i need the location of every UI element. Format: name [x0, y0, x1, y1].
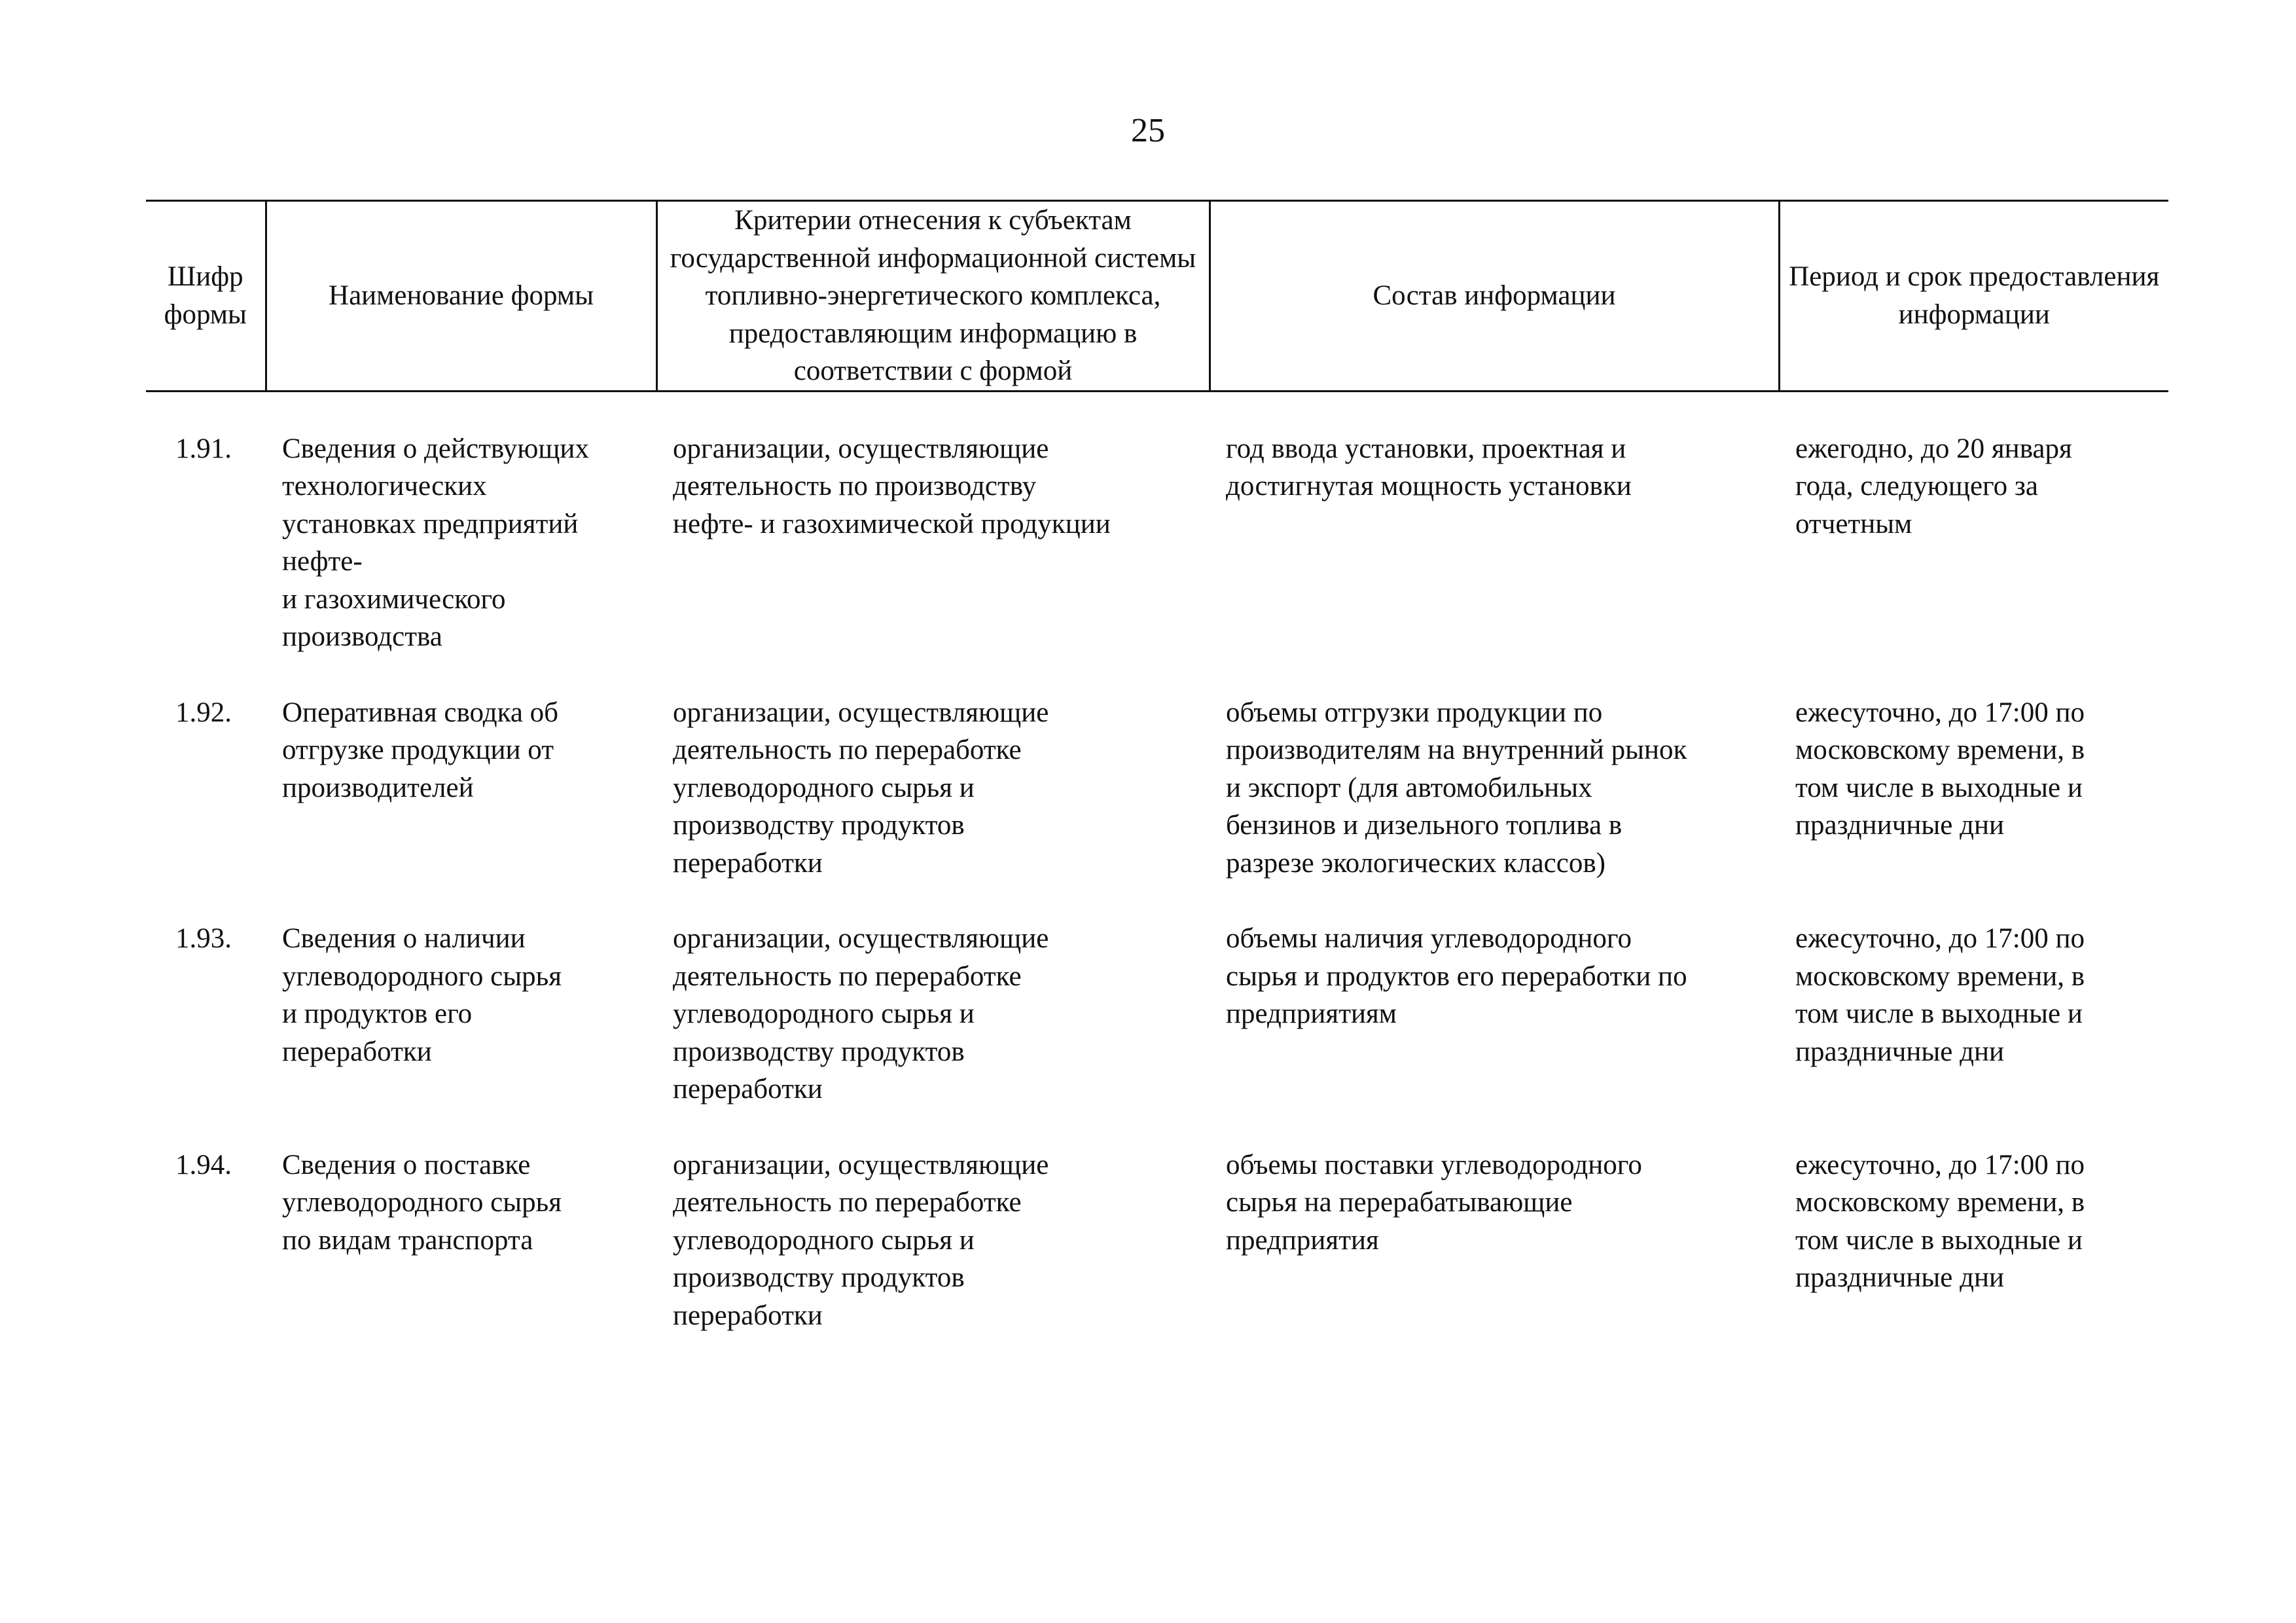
cell-text-line: том числе в выходные и [1795, 998, 2083, 1029]
cell-text-line: организации, осуществляющие [673, 923, 1049, 954]
cell-text-line: переработки [282, 1036, 432, 1067]
cell-text-line: углеводородного сырья и [673, 998, 975, 1029]
cell-text-line: производства [282, 621, 442, 652]
cell-text-line: сырья на перерабатывающие [1226, 1187, 1573, 1218]
cell-text-line: организации, осуществляющие [673, 433, 1049, 464]
table-row [146, 1146, 2168, 1335]
criteria-cell [656, 391, 1210, 694]
cell-text-line: том числе в выходные и [1795, 1224, 2083, 1256]
cell-text-line: праздничные дни [1795, 1036, 2004, 1067]
cell-text-line: Сведения о наличии [282, 923, 526, 954]
cell-text-line: деятельность по переработке [673, 735, 1022, 765]
cell-text-line: установках предприятий [282, 508, 579, 539]
form-code-cell: 1.94. [175, 1149, 232, 1180]
cell-text-line: год ввода установки, проектная и [1226, 433, 1626, 464]
period-cell [1779, 1146, 2168, 1335]
cell-text-line: углеводородного сырья и [673, 1224, 975, 1256]
cell-text-line: и газохимического [282, 583, 506, 615]
cell-text-line: московскому времени, в [1795, 1187, 2085, 1218]
period-cell [1779, 391, 2168, 694]
table-row [146, 920, 2168, 1146]
cell-text-line: переработки [673, 1074, 823, 1104]
cell-text-line: предприятия [1226, 1224, 1379, 1256]
form-code-cell: 1.92. [175, 697, 232, 728]
cell-text-line: по видам транспорта [282, 1224, 533, 1256]
information-content-cell [1210, 920, 1779, 1146]
information-content-cell [1210, 1146, 1779, 1335]
cell-text-line: предприятиям [1226, 998, 1397, 1029]
header-form-code: Шифр формы [146, 201, 266, 392]
cell-text-line: углеводородного сырья и [673, 772, 975, 803]
cell-text-line: бензинов и дизельного топлива в [1226, 810, 1623, 841]
cell-text-line: организации, осуществляющие [673, 697, 1049, 728]
form-name-cell [266, 694, 656, 921]
cell-text-line: отчетным [1795, 508, 1912, 539]
cell-text-line: производителям на внутренний рынок [1226, 735, 1687, 765]
form-name-cell [266, 920, 656, 1146]
header-period: Период и срок предоставления информации [1779, 201, 2168, 392]
cell-text-line: технологических [282, 471, 487, 501]
cell-text-line: деятельность по переработке [673, 960, 1022, 992]
form-code-cell: 1.93. [175, 923, 232, 954]
cell-text-line: Сведения о действующих [282, 433, 589, 464]
cell-text-line: московскому времени, в [1795, 960, 2085, 992]
cell-text-line: и продуктов его [282, 998, 473, 1029]
cell-text-line: сырья и продуктов его переработки по [1226, 960, 1687, 992]
cell-text-line: производителей [282, 772, 474, 803]
information-content-cell [1210, 694, 1779, 921]
cell-text-line: ежесуточно, до 17:00 по [1795, 1149, 2085, 1180]
cell-text-line: деятельность по переработке [673, 1187, 1022, 1218]
form-name-cell [266, 391, 656, 694]
cell-text-line: объемы отгрузки продукции по [1226, 697, 1603, 728]
cell-text-line: производству продуктов [673, 810, 965, 841]
cell-text-line: производству продуктов [673, 1262, 965, 1293]
cell-text-line: переработки [673, 1300, 823, 1331]
criteria-cell [656, 1146, 1210, 1335]
header-form-name: Наименование формы [266, 201, 656, 392]
table-row [146, 694, 2168, 921]
cell-text-line: Оперативная сводка об [282, 697, 559, 728]
cell-text-line: том числе в выходные и [1795, 772, 2083, 803]
cell-text-line: достигнутая мощность установки [1226, 471, 1632, 501]
cell-text-line: производству продуктов [673, 1036, 965, 1067]
forms-table [146, 200, 2168, 1334]
table-row [146, 391, 2168, 694]
information-content-cell [1210, 391, 1779, 694]
cell-text-line: углеводородного сырья [282, 1187, 562, 1218]
cell-text-line: объемы наличия углеводородного [1226, 923, 1632, 954]
cell-text-line: Сведения о поставке [282, 1149, 531, 1180]
form-name-cell [266, 1146, 656, 1335]
cell-text-line: ежесуточно, до 17:00 по [1795, 697, 2085, 728]
cell-text-line: московскому времени, в [1795, 735, 2085, 765]
criteria-cell [656, 694, 1210, 921]
table-body [146, 391, 2168, 1334]
table-header [146, 201, 2168, 392]
cell-text-line: ежегодно, до 20 января [1795, 433, 2072, 464]
cell-text-line: года, следующего за [1795, 471, 2038, 501]
header-information-content: Состав информации [1210, 201, 1779, 392]
cell-text-line: переработки [673, 847, 823, 879]
cell-text-line: организации, осуществляющие [673, 1149, 1049, 1180]
cell-text-line: отгрузке продукции от [282, 735, 554, 765]
cell-text-line: объемы поставки углеводородного [1226, 1149, 1642, 1180]
cell-text-line: деятельность по производству [673, 471, 1037, 501]
cell-text-line: разрезе экологических классов) [1226, 847, 1605, 879]
cell-text-line: праздничные дни [1795, 810, 2004, 841]
page-number: 25 [1131, 112, 1165, 149]
cell-text-line: нефте- и газохимической продукции [673, 508, 1111, 539]
cell-text-line: нефте- [282, 546, 363, 577]
cell-text-line: углеводородного сырья [282, 960, 562, 992]
cell-text-line: праздничные дни [1795, 1262, 2004, 1293]
criteria-cell [656, 920, 1210, 1146]
form-code-cell: 1.91. [175, 433, 232, 464]
period-cell [1779, 694, 2168, 921]
cell-text-line: и экспорт (для автомобильных [1226, 772, 1592, 803]
period-cell [1779, 920, 2168, 1146]
cell-text-line: ежесуточно, до 17:00 по [1795, 923, 2085, 954]
header-criteria: Критерии отнесения к субъектам государственной информационной системы топливно-энергетического комплекса, предоставляющим информацию в соответствии с формой [656, 201, 1210, 392]
